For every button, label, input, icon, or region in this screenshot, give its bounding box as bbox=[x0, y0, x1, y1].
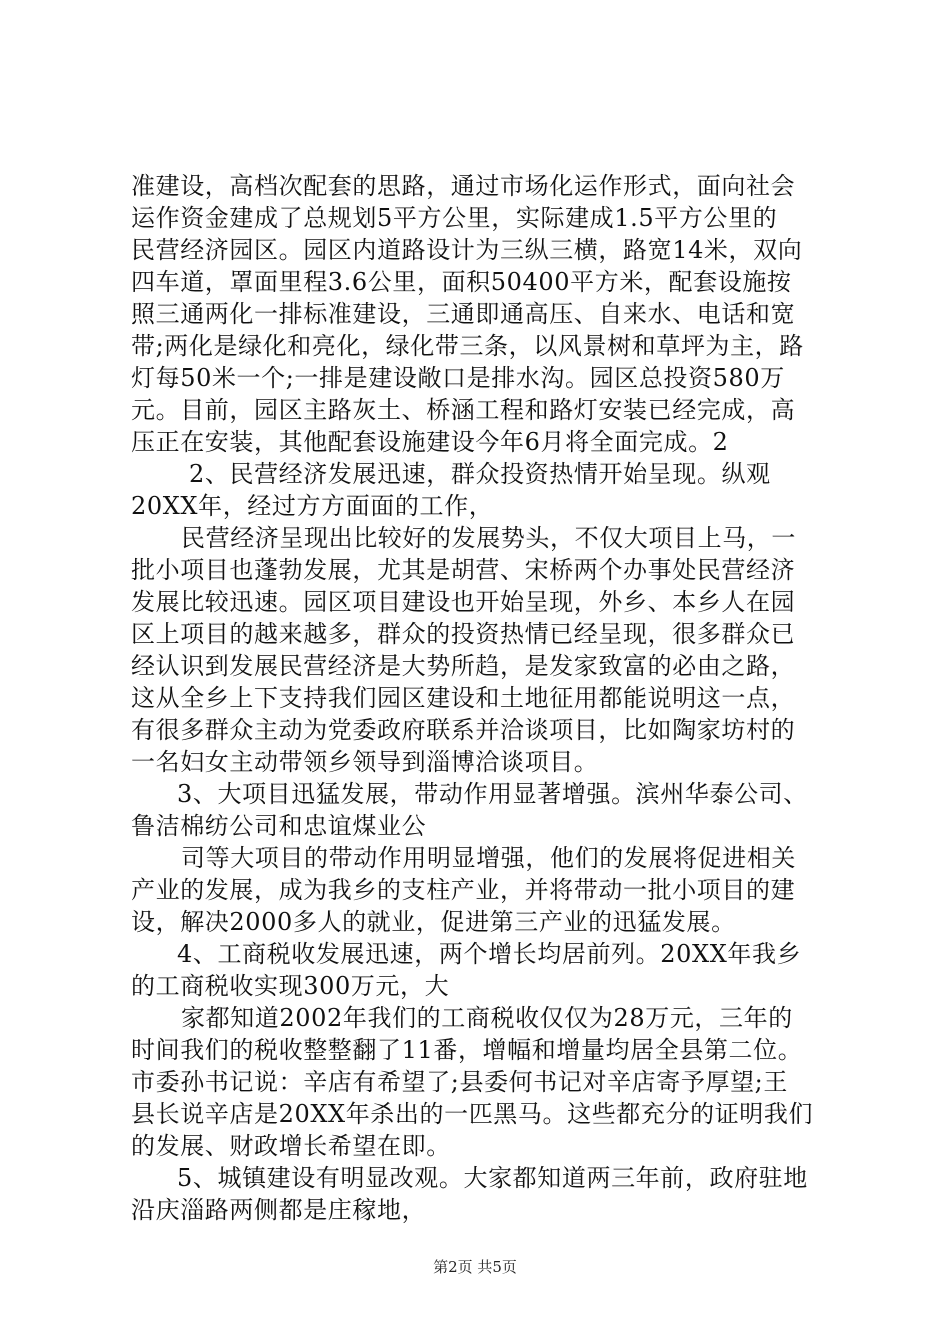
text-line: 民营经济呈现出比较好的发展势头，不仅大项目上马，一 bbox=[181, 524, 796, 552]
text-line: 20XX年，经过方方面面的工作， bbox=[131, 492, 494, 520]
text-line: 发展比较迅速。园区项目建设也开始呈现，外乡、本乡人在园 bbox=[131, 588, 796, 616]
text-line: 一名妇女主动带领乡领导到淄博洽谈项目。 bbox=[131, 748, 599, 776]
text-line: 的发展、财政增长希望在即。 bbox=[131, 1132, 451, 1160]
text-line: 的工商税收实现300万元，大 bbox=[131, 972, 450, 1000]
text-line: 运作资金建成了总规划5平方公里，实际建成1.5平方公里的 bbox=[131, 204, 778, 232]
text-line: 批小项目也蓬勃发展，尤其是胡营、宋桥两个办事处民营经济 bbox=[131, 556, 796, 584]
text-line: 这从全乡上下支持我们园区建设和土地征用都能说明这一点， bbox=[131, 684, 796, 712]
text-line: 时间我们的税收整整翻了11番，增幅和增量均居全县第二位。 bbox=[131, 1036, 803, 1064]
page-footer bbox=[0, 1256, 950, 1277]
text-line: 灯每50米一个;一排是建设敞口是排水沟。园区总投资580万 bbox=[131, 364, 785, 392]
paragraph-heading-4: 4、工商税收发展迅速，两个增长均居前列。20XX年我乡 bbox=[177, 940, 802, 968]
text-line: 产业的发展，成为我乡的支柱产业，并将带动一批小项目的建 bbox=[131, 876, 796, 904]
text-line: 县长说辛店是20XX年杀出的一匹黑马。这些都充分的证明我们 bbox=[131, 1100, 814, 1128]
paragraph-heading-2: 2、民营经济发展迅速，群众投资热情开始呈现。纵观 bbox=[189, 460, 771, 488]
text-line: 有很多群众主动为党委政府联系并洽谈项目，比如陶家坊村的 bbox=[131, 716, 796, 744]
text-line: 经认识到发展民营经济是大势所趋，是发家致富的必由之路， bbox=[131, 652, 796, 680]
text-line: 市委孙书记说：辛店有希望了;县委何书记对辛店寄予厚望;王 bbox=[131, 1068, 788, 1096]
page-number-label: 第2页 共5页 bbox=[433, 1258, 517, 1276]
paragraph-heading-3: 3、大项目迅猛发展，带动作用显著增强。滨州华泰公司、 bbox=[177, 780, 808, 808]
text-line: 司等大项目的带动作用明显增强，他们的发展将促进相关 bbox=[181, 844, 796, 872]
text-line: 家都知道2002年我们的工商税收仅仅为28万元，三年的 bbox=[181, 1004, 793, 1032]
text-line: 四车道，罩面里程3.6公里，面积50400平方米，配套设施按 bbox=[131, 268, 792, 296]
text-line: 带;两化是绿化和亮化，绿化带三条，以风景树和草坪为主，路 bbox=[131, 332, 804, 360]
text-line: 压正在安装，其他配套设施建设今年6月将全面完成。2 bbox=[131, 428, 729, 456]
document-body bbox=[131, 170, 831, 1226]
text-line: 鲁洁棉纺公司和忠谊煤业公 bbox=[131, 812, 427, 840]
text-line: 设，解决2000多人的就业，促进第三产业的迅猛发展。 bbox=[131, 908, 736, 936]
paragraph-heading-5: 5、城镇建设有明显改观。大家都知道两三年前，政府驻地 bbox=[177, 1164, 808, 1192]
text-line: 区上项目的越来越多，群众的投资热情已经呈现，很多群众已 bbox=[131, 620, 796, 648]
text-line: 沿庆淄路两侧都是庄稼地， bbox=[131, 1196, 427, 1224]
text-line: 准建设，高档次配套的思路，通过市场化运作形式，面向社会 bbox=[131, 172, 796, 200]
text-line: 元。目前，园区主路灰土、桥涵工程和路灯安装已经完成，高 bbox=[131, 396, 796, 424]
text-line: 民营经济园区。园区内道路设计为三纵三横，路宽14米，双向 bbox=[131, 236, 803, 264]
text-line: 照三通两化一排标准建设，三通即通高压、自来水、电话和宽 bbox=[131, 300, 796, 328]
